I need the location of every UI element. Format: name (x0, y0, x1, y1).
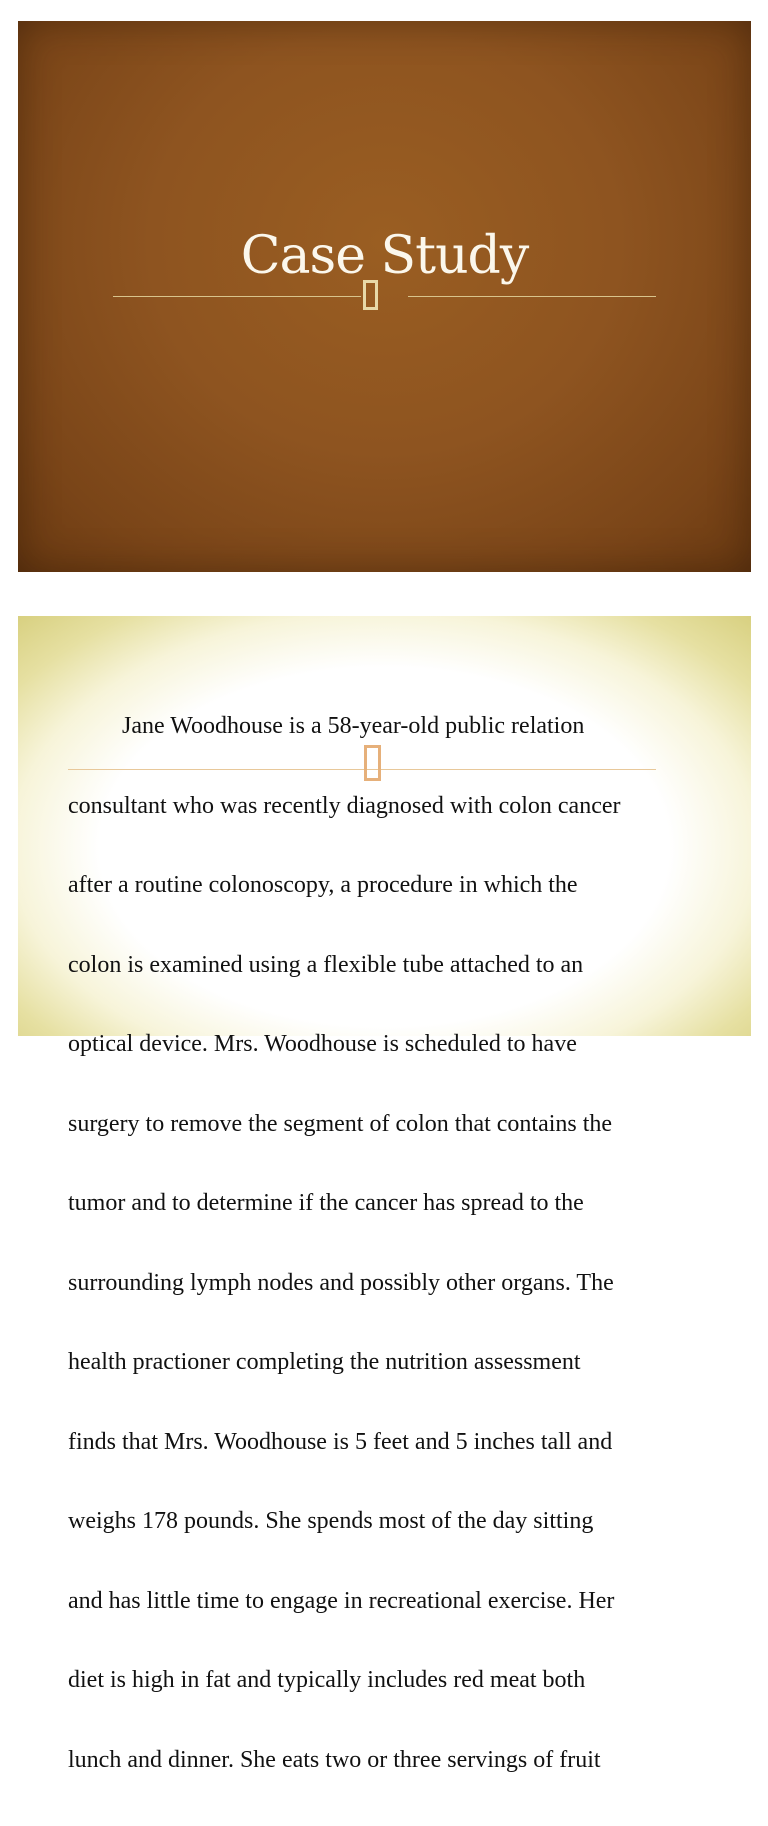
paragraph-line: tumor and to determine if the cancer has spread to the (68, 1190, 584, 1216)
paragraph-line: optical device. Mrs. Woodhouse is scheduled to have (68, 1031, 577, 1057)
paragraph-line: Jane Woodhouse is a 58-year-old public relation (68, 713, 585, 739)
paragraph-line: surgery to remove the segment of colon that contains the (68, 1110, 613, 1137)
title-divider-left (113, 296, 361, 297)
paragraph-line: consultant who was recently diagnosed with colon cancer (68, 792, 621, 819)
title-slide (18, 21, 751, 572)
paragraph-line: surrounding lymph nodes and possibly other organs. The (68, 1269, 614, 1296)
paragraph-line: lunch and dinner. She eats two or three servings of fruit (68, 1746, 601, 1773)
slide-title: Case Study (240, 226, 529, 286)
paragraph-line: weighs 178 pounds. She spends most of the day sitting (68, 1508, 594, 1534)
case-text-slide (18, 616, 751, 1773)
paragraph-line: colon is examined using a flexible tube attached to an (68, 951, 584, 978)
case-study-paragraph (68, 660, 708, 1826)
ornament-box-icon (363, 280, 378, 310)
paragraph-line: diet is high in fat and typically includes red meat both (68, 1667, 586, 1693)
paragraph-line: health practioner completing the nutrition assessment (68, 1349, 581, 1375)
paragraph-line: and has little time to engage in recreational exercise. Her (68, 1587, 615, 1614)
paragraph-line: finds that Mrs. Woodhouse is 5 feet and 5 inches tall and (68, 1428, 613, 1455)
paragraph-line: after a routine colonoscopy, a procedure in which the (68, 872, 578, 898)
title-divider-right (408, 296, 656, 297)
